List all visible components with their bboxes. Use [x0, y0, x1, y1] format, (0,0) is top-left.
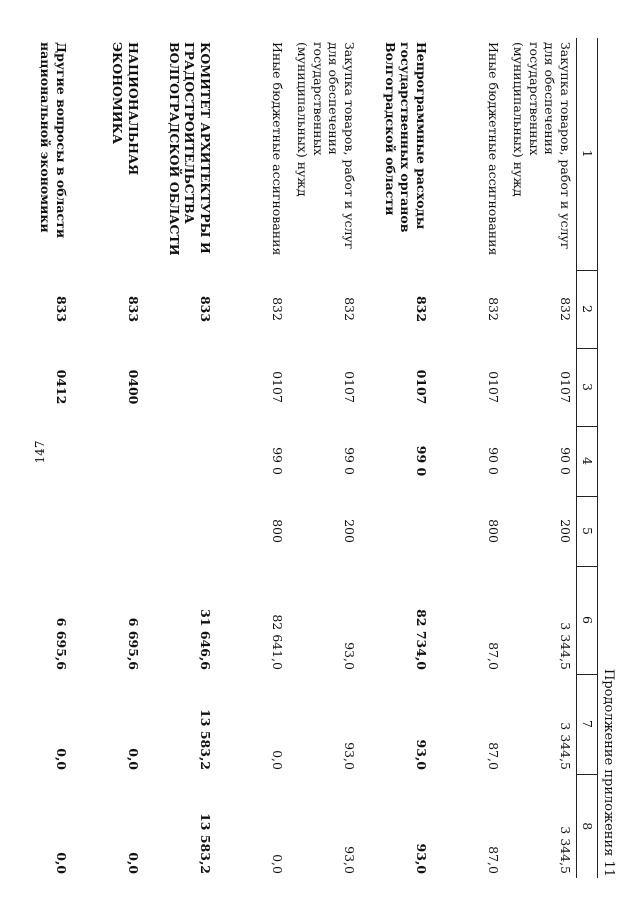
- table-row: [432, 38, 504, 878]
- amount-col6: 6 695,6: [126, 617, 141, 670]
- amount-col7: 93,0: [342, 742, 357, 770]
- column-header: 6: [577, 566, 598, 674]
- amount-col7: 93,0: [414, 739, 429, 770]
- amount-col8: 0,0: [54, 852, 69, 874]
- section-code: 0107: [414, 369, 429, 405]
- column-header: 1: [577, 38, 598, 270]
- column-header: 3: [577, 348, 598, 426]
- row-name: Иные бюджетные ассигнования: [486, 42, 501, 256]
- amount-col8: 0,0: [270, 854, 285, 874]
- expense-type-code: [72, 496, 144, 566]
- column-header: 4: [577, 426, 598, 496]
- amount-col7: 0,0: [270, 750, 285, 770]
- ministry-code: 832: [342, 297, 357, 321]
- table-row: [360, 38, 432, 878]
- amount-col7: 0,0: [54, 748, 69, 770]
- amount-col7: 13 583,2: [198, 709, 213, 770]
- section-code: 0107: [558, 371, 573, 403]
- table-row: [0, 38, 72, 878]
- target-code: [72, 426, 144, 496]
- column-header: 5: [577, 496, 598, 566]
- target-code: 99 0: [270, 447, 285, 475]
- section-code: 0400: [126, 369, 141, 405]
- table-row: [216, 38, 288, 878]
- ministry-code: 833: [198, 295, 213, 323]
- row-name: Закупка товаров, работ и услуг для обеспечения государственных (муниципальных) нужд: [511, 42, 573, 250]
- amount-col6: 82 734,0: [414, 609, 429, 670]
- amount-col7: 87,0: [486, 742, 501, 770]
- table-row: [288, 38, 360, 878]
- row-name: Закупка товаров, работ и услуг для обеспечения государственных (муниципальных) нужд: [295, 42, 357, 250]
- amount-col7: 3 344,5: [558, 722, 573, 770]
- table-row: [144, 38, 216, 878]
- amount-col8: 3 344,5: [558, 826, 573, 874]
- amount-col6: 3 344,5: [558, 622, 573, 670]
- ministry-code: 833: [126, 295, 141, 323]
- expense-type-code: [144, 496, 216, 566]
- expense-type-code: 200: [558, 519, 573, 543]
- expense-type-code: [0, 496, 72, 566]
- section-code: 0107: [270, 371, 285, 403]
- section-code: 0107: [486, 371, 501, 403]
- expense-type-code: 800: [270, 519, 285, 543]
- ministry-code: 832: [558, 297, 573, 321]
- row-name: Иные бюджетные ассигнования: [270, 42, 285, 256]
- amount-col6: 82 641,0: [270, 614, 285, 670]
- column-header-row: [577, 38, 598, 878]
- target-code: 90 0: [486, 447, 501, 475]
- target-code: 99 0: [342, 447, 357, 475]
- target-code: [144, 426, 216, 496]
- column-header: 8: [577, 774, 598, 878]
- continuation-label: Продолжение приложения 11: [601, 669, 616, 877]
- expense-type-code: 200: [342, 519, 357, 543]
- row-name: КОМИТЕТ АРХИТЕКТУРЫ И ГРАДОСТРОИТЕЛЬСТВА ВОЛГОГРАДСКОЙ ОБЛАСТИ: [166, 42, 213, 256]
- section-code: 0107: [342, 371, 357, 403]
- target-code: [0, 426, 72, 496]
- expense-type-code: [360, 496, 432, 566]
- row-name: НАЦИОНАЛЬНАЯ ЭКОНОМИКА: [110, 42, 141, 176]
- row-name: Непрограммные расходы государственных органов Волгоградской области: [382, 42, 429, 233]
- ministry-code: 832: [270, 297, 285, 321]
- column-header: 7: [577, 674, 598, 774]
- amount-col8: 13 583,2: [198, 813, 213, 874]
- ministry-code: 833: [54, 295, 69, 323]
- expense-type-code: 800: [486, 519, 501, 543]
- target-code: 90 0: [558, 447, 573, 475]
- budget-table: [0, 38, 598, 878]
- ministry-code: 832: [414, 295, 429, 323]
- section-code: 0412: [54, 369, 69, 405]
- amount-col8: 93,0: [414, 843, 429, 874]
- amount-col8: 87,0: [486, 846, 501, 874]
- column-header: 2: [577, 270, 598, 348]
- page-number: 147: [33, 440, 47, 464]
- ministry-code: 832: [486, 297, 501, 321]
- target-code: 99 0: [414, 445, 429, 477]
- table-row: [72, 38, 144, 878]
- row-name: Другие вопросы в области национальной экономики: [38, 42, 69, 239]
- amount-col6: 87,0: [486, 642, 501, 670]
- amount-col7: 0,0: [126, 748, 141, 770]
- amount-col8: 93,0: [342, 846, 357, 874]
- table-row: [504, 38, 577, 878]
- amount-col6: 93,0: [342, 642, 357, 670]
- amount-col6: 31 646,6: [198, 609, 213, 670]
- section-code: [144, 348, 216, 426]
- amount-col8: 0,0: [126, 852, 141, 874]
- amount-col6: 6 695,6: [54, 617, 69, 670]
